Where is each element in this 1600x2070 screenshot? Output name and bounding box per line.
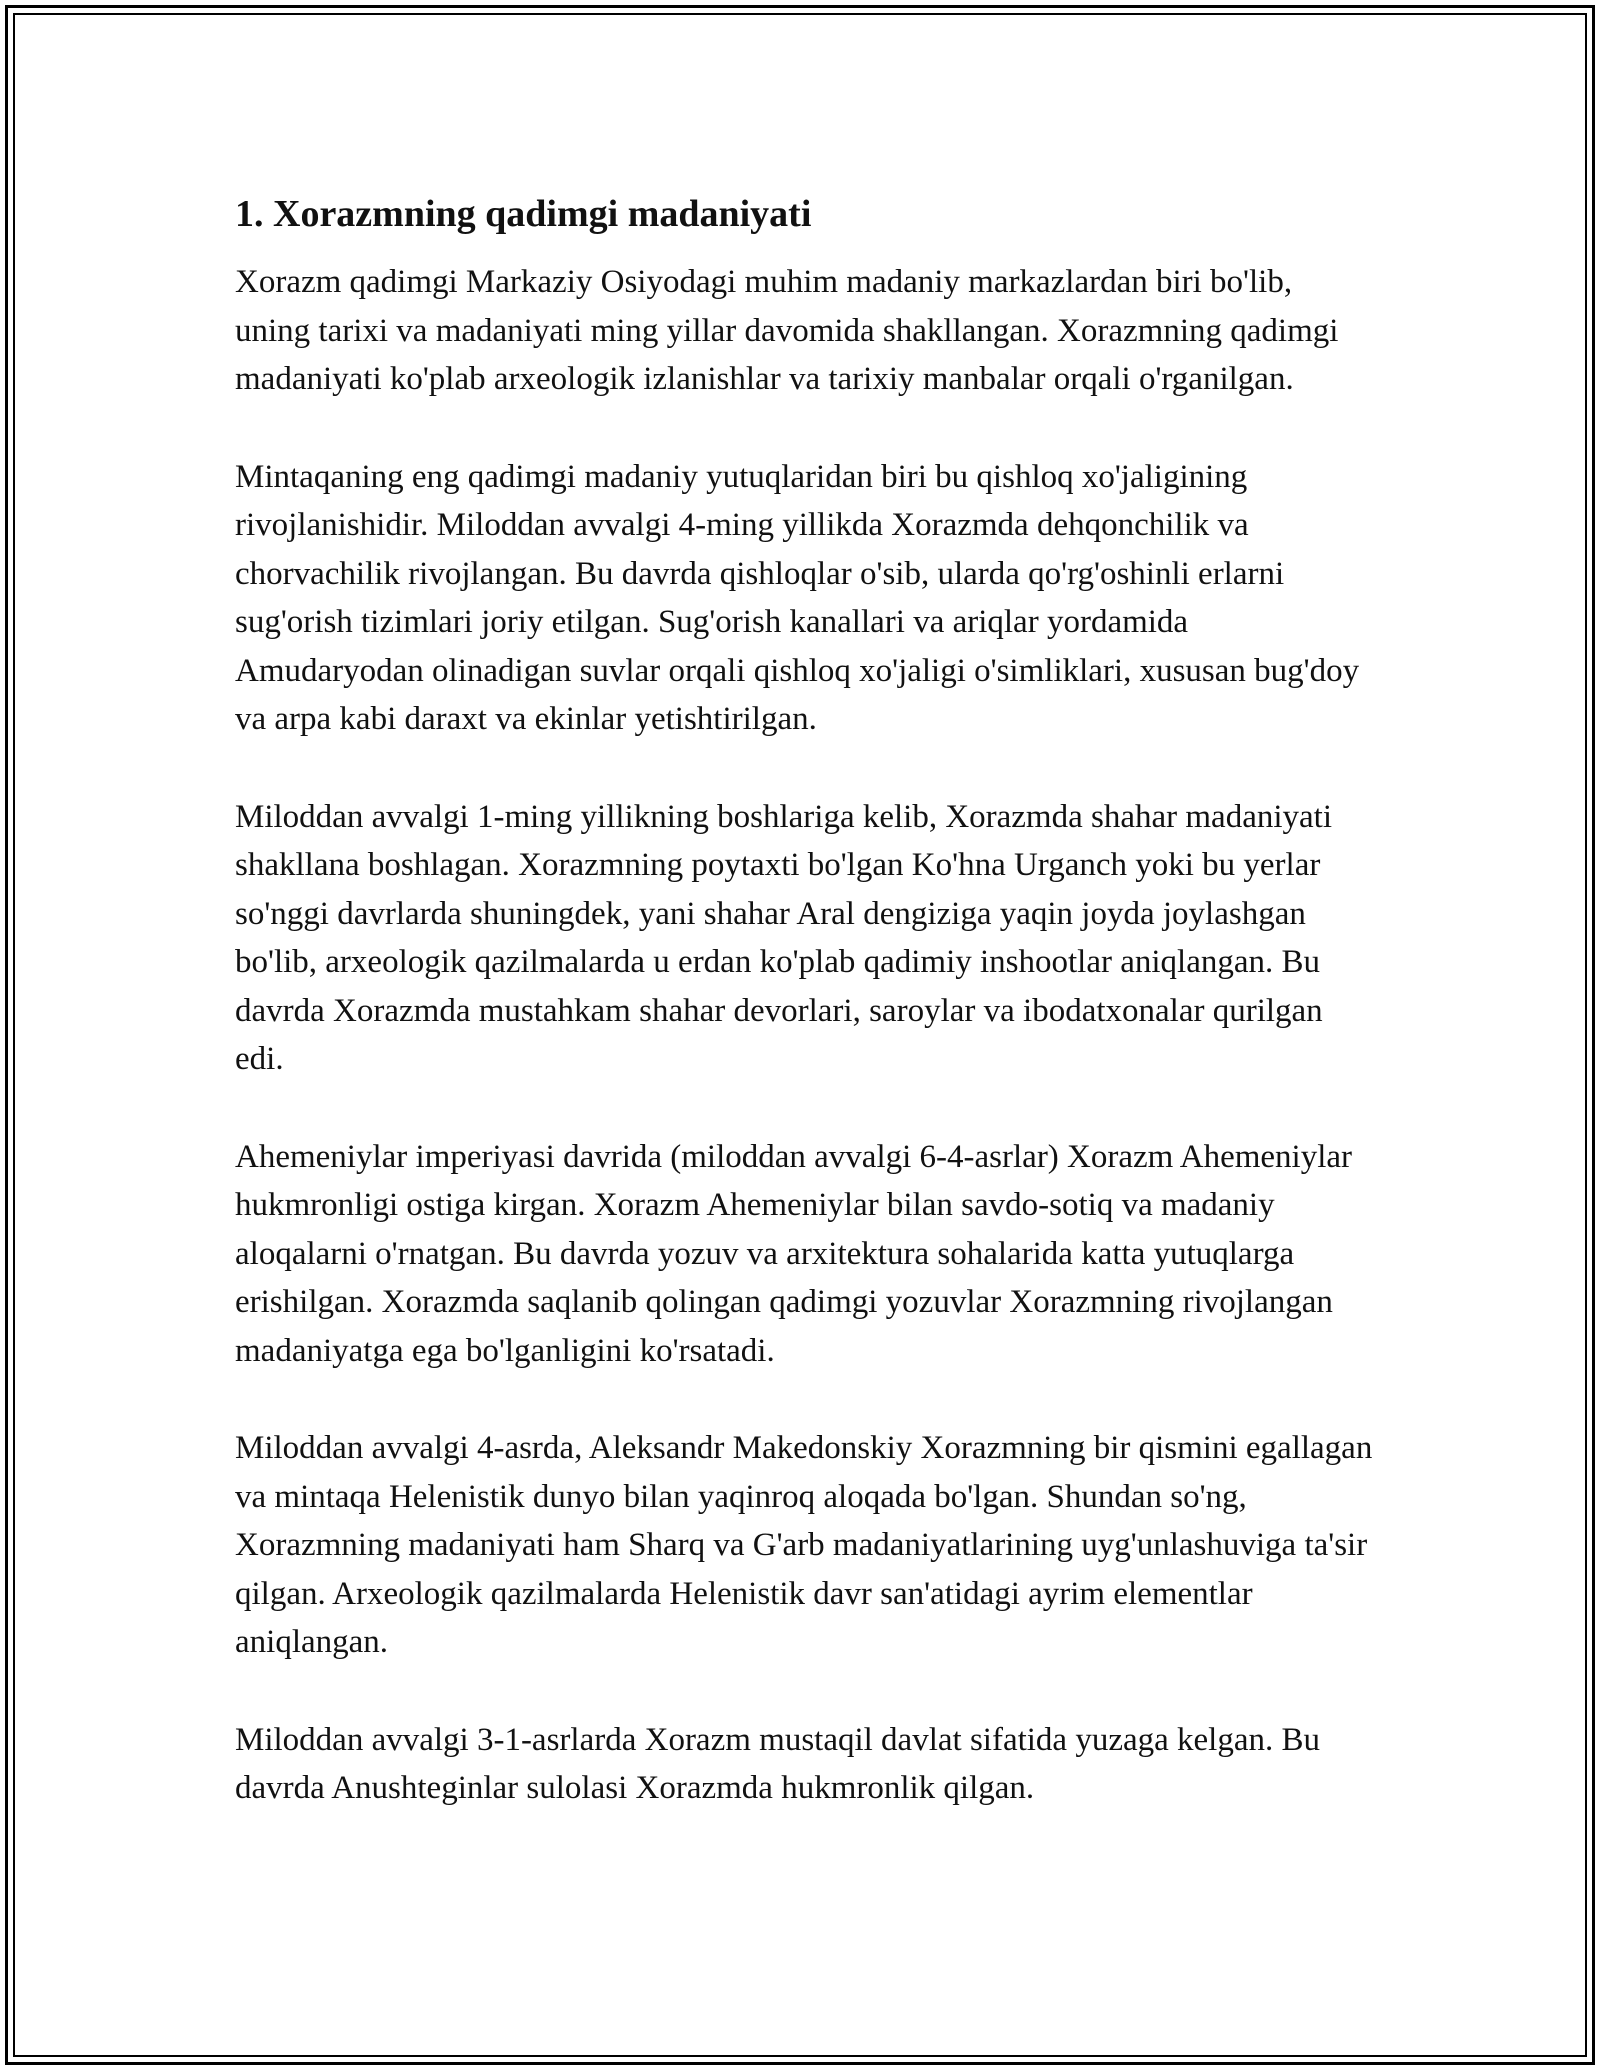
paragraph: Xorazm qadimgi Markaziy Osiyodagi muhim madaniy markazlardan biri bo'lib, uning tarixi va madaniyati ming yillar davomida shakllangan. Xorazmning qadimgi madaniyati ko'plab arxeologik izlanishlar va tarixiy manbalar orqali o'rganilgan. xyxy=(235,264,1339,397)
paragraph: Ahemeniylar imperiyasi davrida (miloddan avvalgi 6-4-asrlar) Xorazm Ahemeniylar hukmronligi ostiga kirgan. Xorazm Ahemeniylar bilan savdo-sotiq va madaniy aloqalarni o'rnatgan. Bu davrda yozuv va arxitektura sohalarida katta yutuqlarga erishilgan. Xorazmda saqlanib qolingan qadimgi yozuvlar Xorazmning rivojlangan madaniyatga ega bo'lganligini ko'rsatadi. xyxy=(235,1138,1353,1369)
paragraph: Mintaqaning eng qadimgi madaniy yutuqlaridan biri bu qishloq xo'jaligining rivojlanishidir. Miloddan avvalgi 4-ming yillikda Xorazmda dehqonchilik va chorvachilik rivojlangan. Bu davrda qishloqlar o'sib, ularda qo'rg'oshinli erlarni sug'orish tizimlari joriy etilgan. Sug'orish kanallari va ariqlar yordamida Amudaryodan olinadigan suvlar orqali qishloq xo'jaligi o'simliklari, xususan bug'doy va arpa kabi daraxt va ekinlar yetishtirilgan. xyxy=(235,458,1360,737)
paragraph: Miloddan avvalgi 1-ming yillikning boshlariga kelib, Xorazmda shahar madaniyati shakllana boshlagan. Xorazmning poytaxti bo'lgan Ko'hna Urganch yoki bu yerlar so'nggi davrlarda shuningdek, yani shahar Aral dengiziga yaqin joyda joylashgan bo'lib, arxeologik qazilmalarda u erdan ko'plab qadimiy inshootlar aniqlangan. Bu davrda Xorazmda mustahkam shahar devorlari, saroylar va ibodatxonalar qurilgan edi. xyxy=(235,798,1332,1077)
paragraph: Miloddan avvalgi 3-1-asrlarda Xorazm mustaqil davlat sifatida yuzaga kelgan. Bu davrda Anushteginlar sulolasi Xorazmda hukmronlik qilgan. xyxy=(235,1721,1320,1806)
paragraph: Miloddan avvalgi 4-asrda, Aleksandr Makedonskiy Xorazmning bir qismini egallagan va mintaqa Helenistik dunyo bilan yaqinroq aloqada bo'lgan. Shundan so'ng, Xorazmning madaniyati ham Sharq va G'arb madaniyatlarining uyg'unlashuviga ta'sir qilgan. Arxeologik qazilmalarda Helenistik davr san'atidagi ayrim elementlar aniqlangan. xyxy=(235,1430,1373,1660)
document-body xyxy=(235,188,1375,1862)
section-heading: 1. Xorazmning qadimgi madaniyati xyxy=(235,193,812,235)
